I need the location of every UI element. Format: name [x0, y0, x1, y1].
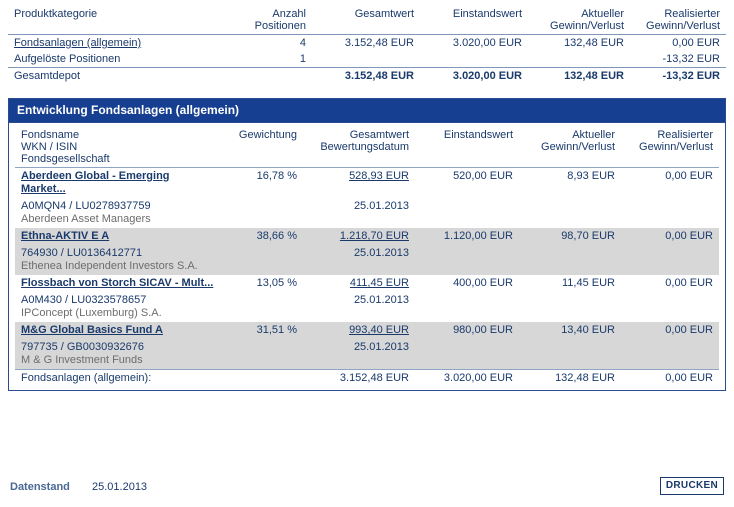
- fund-total-value-link[interactable]: 411,45 EUR: [349, 277, 409, 289]
- fund-wkn-isin: A0MQN4 / LU0278937759: [21, 200, 151, 212]
- table-row-meta: [15, 339, 719, 370]
- fund-realized-pl: 0,00 EUR: [621, 228, 719, 245]
- summary-row-category-link[interactable]: [8, 35, 220, 52]
- fund-header-row: [15, 127, 719, 168]
- summary-header-cost: Einstandswert: [420, 6, 528, 35]
- fund-total-current-pl: 132,48 EUR: [519, 370, 621, 387]
- summary-row-current-pl: [528, 51, 630, 68]
- fund-cost-spacer: [415, 198, 519, 228]
- fund-total-realized-pl: 0,00 EUR: [621, 370, 719, 387]
- summary-header-current-pl: Aktueller Gewinn/Verlust: [528, 6, 630, 35]
- fund-identifier-cell: [15, 339, 221, 370]
- fund-weight-spacer: [221, 198, 303, 228]
- fund-wkn-isin: A0M430 / LU0323578657: [21, 294, 147, 306]
- fund-value-date: 25.01.2013: [303, 245, 415, 275]
- fund-total-value-link[interactable]: 993,40 EUR: [349, 324, 409, 336]
- fund-cost-value: 980,00 EUR: [415, 322, 519, 339]
- panel-body: [9, 123, 725, 390]
- fund-weight-spacer: [221, 292, 303, 322]
- fund-current-spacer: [519, 245, 621, 275]
- fund-cost-spacer: [415, 292, 519, 322]
- fund-company: M & G Investment Funds: [21, 354, 143, 366]
- fund-weight-spacer: [221, 339, 303, 370]
- fund-name-link[interactable]: Flossbach von Storch SICAV - Mult...: [21, 277, 214, 289]
- table-row-meta: [15, 245, 719, 275]
- fund-header-realized-pl: Realisierter Gewinn/Verlust: [621, 127, 719, 168]
- fund-header-total: Gesamtwert Bewertungsdatum: [303, 127, 415, 168]
- fund-identifier-cell: [15, 198, 221, 228]
- fund-name-link[interactable]: Ethna-AKTIV E A: [21, 230, 110, 242]
- fund-cost-value: 400,00 EUR: [453, 277, 513, 289]
- fund-weight: 38,66 %: [221, 228, 303, 245]
- fund-current-pl: 98,70 EUR: [519, 228, 621, 245]
- fund-total-value[interactable]: [303, 322, 415, 339]
- fund-cost-value: 520,00 EUR: [453, 170, 513, 182]
- fund-total-value-sum: 3.152,48 EUR: [303, 370, 415, 387]
- fund-cost-value: 1.120,00 EUR: [415, 228, 519, 245]
- fund-current-pl: 11,45 EUR: [562, 277, 615, 289]
- fund-company: IPConcept (Luxemburg) S.A.: [21, 307, 162, 319]
- fund-name-cell[interactable]: [15, 228, 221, 245]
- summary-row-total: 3.152,48 EUR: [344, 37, 414, 49]
- summary-row-category: Aufgelöste Positionen: [14, 53, 121, 65]
- fund-table: [15, 127, 719, 386]
- summary-header-realized-pl: Realisierter Gewinn/Verlust: [630, 6, 726, 35]
- summary-row-realized-pl: 0,00 EUR: [672, 37, 720, 49]
- summary-row-cost: 3.020,00 EUR: [452, 37, 522, 49]
- summary-total-count: [220, 68, 312, 85]
- fund-total-value-link[interactable]: 528,93 EUR: [349, 170, 409, 182]
- fund-header-cost: Einstandswert: [415, 127, 519, 168]
- fund-realized-spacer: [621, 198, 719, 228]
- fund-header-name: Fondsname WKN / ISIN Fondsgesellschaft: [15, 127, 221, 168]
- fund-company: Aberdeen Asset Managers: [21, 213, 151, 225]
- fund-cost-spacer: [415, 339, 519, 370]
- fund-identifier-cell: [15, 245, 221, 275]
- fund-current-pl: 13,40 EUR: [519, 322, 621, 339]
- fund-total-value-link[interactable]: 1.218,70 EUR: [339, 230, 409, 242]
- summary-total-row: [8, 68, 726, 85]
- summary-total-label: Gesamtdepot: [8, 68, 220, 85]
- fund-name-link[interactable]: Aberdeen Global - Emerging Market...: [21, 170, 170, 195]
- table-row: [15, 322, 719, 339]
- table-row: [15, 168, 719, 199]
- fund-detail-panel: [8, 98, 726, 391]
- summary-table: [8, 6, 726, 84]
- fund-total-cost-sum: 3.020,00 EUR: [415, 370, 519, 387]
- summary-row-current-pl: 132,48 EUR: [564, 37, 624, 49]
- summary-header-category: Produktkategorie: [8, 6, 220, 35]
- fund-name-link[interactable]: M&G Global Basics Fund A: [21, 324, 163, 336]
- fund-cost-spacer: [415, 245, 519, 275]
- fund-value-date: 25.01.2013: [303, 339, 415, 370]
- fund-weight: 13,05 %: [256, 277, 297, 289]
- fund-total-value[interactable]: [303, 168, 415, 199]
- fund-current-spacer: [519, 339, 621, 370]
- fund-value-date: 25.01.2013: [353, 294, 409, 306]
- fund-realized-spacer: [621, 245, 719, 275]
- summary-section: [0, 0, 734, 84]
- summary-row-total: [312, 51, 420, 68]
- fund-realized-spacer: [621, 292, 719, 322]
- fund-current-spacer: [519, 198, 621, 228]
- data-status-label: Datenstand: [10, 481, 70, 493]
- fund-total-row: [15, 370, 719, 387]
- fund-wkn-isin: 797735 / GB0030932676: [21, 341, 144, 353]
- fund-total-label: Fondsanlagen (allgemein):: [15, 370, 221, 387]
- fund-current-spacer: [519, 292, 621, 322]
- fund-realized-spacer: [621, 339, 719, 370]
- fund-header-weight: Gewichtung: [221, 127, 303, 168]
- summary-row-count: 4: [299, 37, 306, 49]
- table-row-meta: [15, 292, 719, 322]
- fund-header-current-pl: Aktueller Gewinn/Verlust: [519, 127, 621, 168]
- summary-row-cost: [420, 51, 528, 68]
- summary-total-cost: 3.020,00 EUR: [420, 68, 528, 85]
- summary-total-value: 3.152,48 EUR: [312, 68, 420, 85]
- summary-row-realized-pl: -13,32 EUR: [662, 53, 720, 65]
- fund-realized-pl: 0,00 EUR: [621, 322, 719, 339]
- table-row: [15, 228, 719, 245]
- fund-total-weight: [221, 370, 303, 387]
- fund-company: Ethenea Independent Investors S.A.: [21, 260, 198, 272]
- summary-row-count: 1: [299, 53, 306, 65]
- summary-total-current-pl: 132,48 EUR: [528, 68, 630, 85]
- fund-total-value[interactable]: [303, 275, 415, 292]
- category-link[interactable]: Fondsanlagen (allgemein): [14, 37, 142, 49]
- summary-total-realized-pl: -13,32 EUR: [630, 68, 726, 85]
- data-status-date: 25.01.2013: [92, 481, 148, 493]
- fund-total-value[interactable]: [303, 228, 415, 245]
- fund-name-cell[interactable]: [15, 275, 221, 292]
- fund-realized-pl: 0,00 EUR: [665, 170, 713, 182]
- fund-wkn-isin: 764930 / LU0136412771: [21, 247, 143, 259]
- footer: [8, 477, 726, 499]
- fund-weight: 31,51 %: [221, 322, 303, 339]
- fund-weight-spacer: [221, 245, 303, 275]
- fund-name-cell[interactable]: [15, 168, 221, 199]
- fund-name-cell[interactable]: [15, 322, 221, 339]
- panel-title: Entwicklung Fondsanlagen (allgemein): [9, 99, 725, 123]
- summary-header-row: [8, 6, 726, 35]
- table-row: [15, 275, 719, 292]
- fund-realized-pl: 0,00 EUR: [665, 277, 713, 289]
- fund-value-date: 25.01.2013: [353, 200, 409, 212]
- fund-weight: 16,78 %: [256, 170, 297, 182]
- summary-header-total: Gesamtwert: [312, 6, 420, 35]
- table-row: [8, 35, 726, 52]
- table-row: [8, 51, 726, 68]
- print-button[interactable]: DRUCKEN: [660, 477, 724, 495]
- summary-header-count: Anzahl Positionen: [220, 6, 312, 35]
- table-row-meta: [15, 198, 719, 228]
- fund-identifier-cell: [15, 292, 221, 322]
- fund-current-pl: 8,93 EUR: [567, 170, 615, 182]
